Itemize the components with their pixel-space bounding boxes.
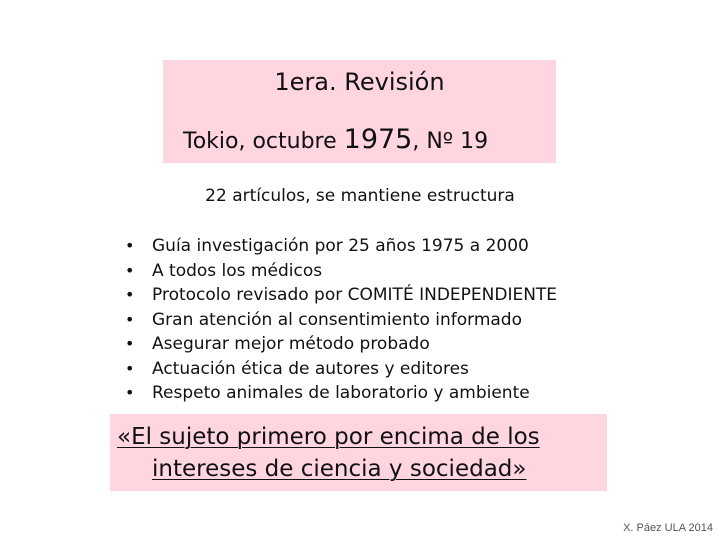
bullet-item <box>125 259 557 284</box>
bullet-list <box>125 234 557 406</box>
bullet-text: Protocolo revisado por COMITÉ INDEPENDIENTE <box>152 285 558 305</box>
quote-box <box>110 414 607 491</box>
bullet-item <box>125 234 557 259</box>
bullet-text: Asegurar mejor método probado <box>152 334 430 354</box>
bullet-text: Gran atención al consentimiento informado <box>152 309 522 330</box>
title-line-2 <box>183 124 488 155</box>
footer-credit: X. Páez ULA 2014 <box>623 522 713 534</box>
quote-line-2: intereses de ciencia y sociedad» <box>152 456 527 482</box>
bullet-text: Respeto animales de laboratorio y ambiente <box>152 383 530 403</box>
bullet-text: Actuación ética de autores y editores <box>152 358 469 379</box>
title-line-1: 1era. Revisión <box>274 68 445 96</box>
bullet-item <box>125 332 557 357</box>
bullet-item <box>125 308 557 333</box>
subtitle: 22 artículos, se mantiene estructura <box>205 186 515 206</box>
bullet-item <box>125 357 557 382</box>
bullet-icon: • <box>125 334 135 353</box>
title-box <box>163 60 556 163</box>
title-number: , Nº 19 <box>412 129 489 154</box>
bullet-item <box>125 381 557 406</box>
title-place-date: Tokio, octubre <box>183 129 344 154</box>
bullet-item <box>125 283 557 308</box>
title-year: 1975 <box>343 124 413 155</box>
bullet-icon: • <box>125 358 135 378</box>
bullet-text: A todos los médicos <box>152 260 323 281</box>
bullet-text: Guía investigación por 25 años 1975 a 2000 <box>152 236 529 256</box>
bullet-icon: • <box>125 309 135 329</box>
bullet-icon: • <box>125 285 135 304</box>
bullet-icon: • <box>125 236 135 255</box>
bullet-icon: • <box>125 383 135 402</box>
quote-line-1: «El sujeto primero por encima de los <box>117 424 540 450</box>
bullet-icon: • <box>125 260 135 280</box>
